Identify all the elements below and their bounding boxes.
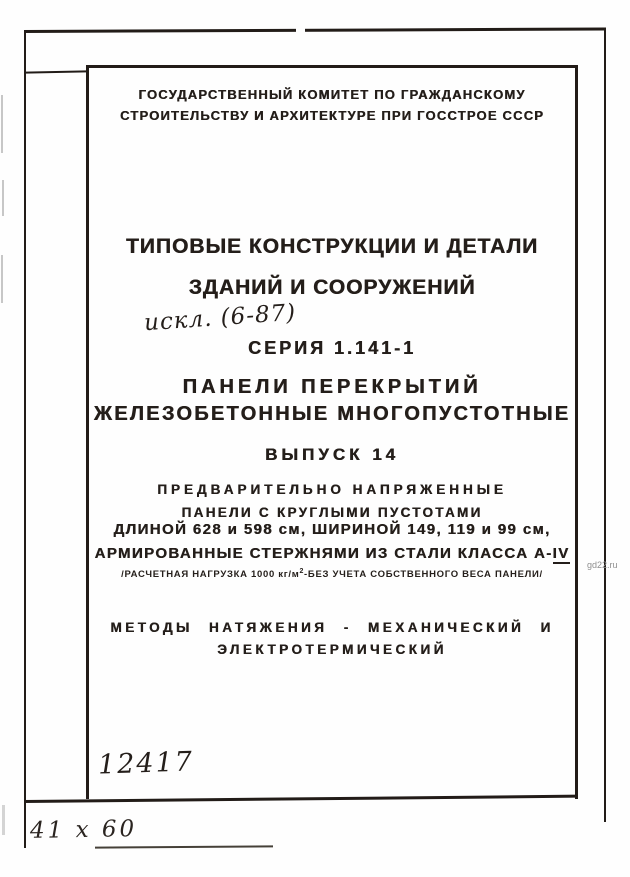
subtitle-line-1: ПРЕДВАРИТЕЛЬНО НАПРЯЖЕННЫЕ bbox=[157, 482, 507, 497]
issue-number: ВЫПУСК 14 bbox=[265, 445, 399, 464]
document-title bbox=[89, 374, 575, 428]
tensioning-methods bbox=[89, 617, 575, 661]
steel-class-roman-numeral: IV bbox=[552, 545, 570, 562]
format-note-underline bbox=[95, 845, 273, 848]
doc-title-line-1: ПАНЕЛИ ПЕРЕКРЫТИЙ bbox=[182, 376, 482, 398]
scan-edge-artifact bbox=[2, 180, 4, 216]
load-note-prefix: /РАСЧЕТНАЯ НАГРУЗКА 1000 кг/м bbox=[121, 569, 300, 581]
doc-title-line-2: ЖЕЛЕЗОБЕТОННЫЕ МНОГОПУСТОТНЫЕ bbox=[93, 403, 571, 425]
outer-frame-top-line bbox=[24, 27, 606, 33]
load-note-suffix: -БЕЗ УЧЕТА СОБСТВЕННОГО ВЕСА ПАНЕЛИ/ bbox=[304, 569, 543, 581]
outer-frame-line-break bbox=[296, 27, 305, 35]
org-line-1: ГОСУДАРСТВЕННЫЙ КОМИТЕТ ПО ГРАЖДАНСКОМУ bbox=[138, 87, 526, 102]
series-collection-title bbox=[89, 226, 575, 308]
load-note-superscript: 2 bbox=[299, 568, 305, 575]
methods-line-2: ЭЛЕКТРОТЕРМИЧЕСКИЙ bbox=[217, 642, 447, 657]
handwritten-exclusion-note: искл. (6-87) bbox=[143, 299, 298, 337]
outer-frame-left-line bbox=[24, 32, 26, 848]
reinforcement-spec bbox=[89, 545, 575, 562]
design-load-note bbox=[89, 568, 575, 580]
reinforcement-text: АРМИРОВАННЫЕ СТЕРЖНЯМИ ИЗ СТАЛИ КЛАССА А- bbox=[94, 545, 553, 562]
series-title-line-2: ЗДАНИЙ И СООРУЖЕНИЙ bbox=[188, 276, 476, 299]
subtitle-line-2: ПАНЕЛИ С КРУГЛЫМИ ПУСТОТАМИ bbox=[181, 505, 483, 520]
inner-box-top-extension-line bbox=[25, 70, 87, 73]
outer-frame-right-line bbox=[604, 30, 606, 822]
scan-edge-artifact bbox=[1, 255, 3, 303]
scan-edge-artifact bbox=[2, 805, 5, 835]
series-title-line-1: ТИПОВЫЕ КОНСТРУКЦИИ И ДЕТАЛИ bbox=[125, 235, 539, 258]
site-watermark: gd22.ru bbox=[587, 560, 618, 570]
handwritten-format-note: 41 х 60 bbox=[29, 816, 138, 844]
methods-line-1: МЕТОДЫ НАТЯЖЕНИЯ - МЕХАНИЧЕСКИЙ И bbox=[110, 620, 554, 635]
series-number: СЕРИЯ 1.141-1 bbox=[248, 338, 416, 358]
org-line-2: СТРОИТЕЛЬСТВУ И АРХИТЕКТУРЕ ПРИ ГОССТРОЕ СССР bbox=[119, 108, 545, 123]
scan-edge-artifact bbox=[1, 95, 3, 153]
issuing-organization bbox=[89, 84, 575, 126]
panel-description bbox=[89, 478, 575, 524]
handwritten-inventory-number: 12417 bbox=[97, 746, 195, 781]
panel-dimensions: ДЛИНОЙ 628 и 598 см, ШИРИНОЙ 149, 119 и 99 см, bbox=[113, 521, 551, 538]
title-page-frame bbox=[86, 65, 578, 799]
